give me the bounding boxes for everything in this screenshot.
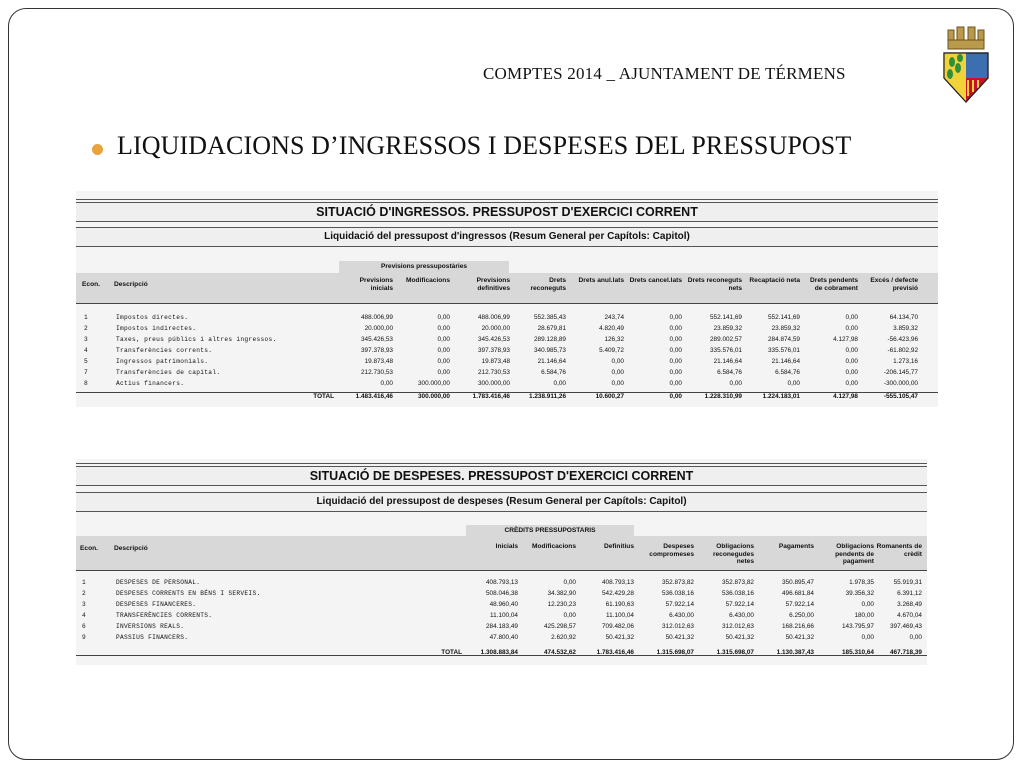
ingressos-cell-value: -300.000,00 bbox=[883, 380, 918, 387]
ingressos-cell-value: 0,00 bbox=[437, 369, 450, 376]
ingressos-cell-value: 0,00 bbox=[787, 380, 800, 387]
ingressos-cell-value: 19.873,48 bbox=[364, 358, 393, 365]
ingressos-cell-value: 21.146,64 bbox=[771, 358, 800, 365]
ingressos-cell-value: 212.730,53 bbox=[361, 369, 393, 376]
despeses-cell-value: 168.216,66 bbox=[782, 623, 814, 630]
ingressos-col-header: Recaptació neta bbox=[749, 277, 800, 284]
despeses-cell-value: 0,00 bbox=[909, 634, 922, 641]
despeses-cell-value: 536.038,16 bbox=[722, 590, 754, 597]
ingressos-total-value: 0,00 bbox=[669, 393, 682, 400]
despeses-cell-econ: 3 bbox=[82, 601, 87, 608]
ingressos-col-header: Drets cancel.lats bbox=[629, 277, 682, 284]
ingressos-cell-value: 0,00 bbox=[845, 380, 858, 387]
section-heading: LIQUIDACIONS D’INGRESSOS I DESPESES DEL PRESSUPOST bbox=[117, 131, 852, 160]
ingressos-cell-value: 488.006,99 bbox=[361, 314, 393, 321]
ingressos-cell-econ: 8 bbox=[84, 380, 89, 387]
ingressos-cell-value: 0,00 bbox=[845, 358, 858, 365]
ingressos-cell-value: 0,00 bbox=[437, 314, 450, 321]
despeses-cell-descripcio: DESPESES FINANCERES. bbox=[116, 601, 197, 608]
despeses-cell-value: 34.382,90 bbox=[547, 590, 576, 597]
despeses-cell-value: 6.430,00 bbox=[729, 612, 754, 619]
ingressos-total-label: TOTAL bbox=[313, 393, 334, 400]
despeses-cell-value: 352.873,82 bbox=[662, 579, 694, 586]
ingressos-cell-value: 23.859,32 bbox=[713, 325, 742, 332]
ingressos-subtitle: Liquidació del pressupost d'ingressos (Resum General per Capítols: Capitol) bbox=[76, 227, 938, 247]
ingressos-total-value: 1.238.911,26 bbox=[529, 393, 566, 400]
despeses-cell-econ: 4 bbox=[82, 612, 87, 619]
despeses-cell-value: 12.230,23 bbox=[547, 601, 576, 608]
despeses-cell-value: 350.895,47 bbox=[782, 579, 814, 586]
despeses-cell-descripcio: DESPESES DE PERSONAL. bbox=[116, 579, 201, 586]
ingressos-cell-value: 0,00 bbox=[380, 380, 393, 387]
despeses-subtitle: Liquidació del pressupost de despeses (Resum General per Capítols: Capitol) bbox=[76, 492, 927, 512]
ingressos-cell-value: 0,00 bbox=[437, 325, 450, 332]
ingressos-cell-descripcio: Impostos directes. bbox=[116, 314, 189, 321]
ingressos-cell-value: 21.146,64 bbox=[537, 358, 566, 365]
despeses-cell-value: 57.922,14 bbox=[665, 601, 694, 608]
despeses-cell-value: 397.469,43 bbox=[890, 623, 922, 630]
despeses-cell-value: 0,00 bbox=[861, 634, 874, 641]
ingressos-col-header: Drets anul.lats bbox=[578, 277, 624, 284]
ingressos-cell-value: 0,00 bbox=[669, 358, 682, 365]
ingressos-cell-value: 0,00 bbox=[611, 358, 624, 365]
despeses-cell-value: 408.793,13 bbox=[602, 579, 634, 586]
ingressos-cell-value: 335.576,01 bbox=[710, 347, 742, 354]
despeses-cell-value: 312.012,63 bbox=[722, 623, 754, 630]
despeses-cell-descripcio: DESPESES CORRENTS EN BÉNS I SERVEIS. bbox=[116, 590, 261, 597]
despeses-cell-value: 57.922,14 bbox=[725, 601, 754, 608]
despeses-cell-value: 6.391,12 bbox=[897, 590, 922, 597]
ingressos-cell-value: 345.426,53 bbox=[361, 336, 393, 343]
ingressos-cell-value: 212.730,53 bbox=[478, 369, 510, 376]
ingressos-col-header: Drets reconeguts nets bbox=[687, 277, 742, 292]
despeses-cell-value: 312.012,63 bbox=[662, 623, 694, 630]
despeses-total-value: 1.315.698,07 bbox=[656, 649, 694, 656]
despeses-cell-value: 48.960,40 bbox=[489, 601, 518, 608]
ingressos-cell-value: 0,00 bbox=[611, 369, 624, 376]
ingressos-cell-value: -56.423,96 bbox=[887, 336, 918, 343]
ingressos-cell-value: -206.145,77 bbox=[883, 369, 918, 376]
ingressos-cell-value: 0,00 bbox=[611, 380, 624, 387]
despeses-cell-value: 50.421,32 bbox=[605, 634, 634, 641]
ingressos-cell-value: 0,00 bbox=[729, 380, 742, 387]
despeses-col-header: Inicials bbox=[495, 543, 518, 550]
ingressos-cell-value: 340.985,73 bbox=[534, 347, 566, 354]
despeses-total-value: 185.310,64 bbox=[842, 649, 874, 656]
ingressos-cell-value: 0,00 bbox=[437, 347, 450, 354]
ingressos-cell-value: 488.006,99 bbox=[478, 314, 510, 321]
ingressos-cell-value: 300.000,00 bbox=[478, 380, 510, 387]
ingressos-cell-value: 0,00 bbox=[437, 336, 450, 343]
despeses-cell-descripcio: PASSIUS FINANCERS. bbox=[116, 634, 189, 641]
ingressos-cell-value: 6.584,76 bbox=[717, 369, 742, 376]
despeses-col-header: Modificacions bbox=[532, 543, 576, 550]
despeses-col-econ: Econ. bbox=[80, 545, 98, 552]
ingressos-cell-value: 19.873,48 bbox=[481, 358, 510, 365]
ingressos-cell-value: 243,74 bbox=[604, 314, 624, 321]
ingressos-col-econ: Econ. bbox=[82, 281, 100, 288]
ingressos-cell-value: 1.273,16 bbox=[893, 358, 918, 365]
despeses-cell-value: 536.038,16 bbox=[662, 590, 694, 597]
ingressos-col-header: Drets reconeguts bbox=[530, 277, 566, 292]
ingressos-total-value: 1.228.310,99 bbox=[704, 393, 742, 400]
despeses-cell-value: 55.919,31 bbox=[893, 579, 922, 586]
ingressos-cell-value: 0,00 bbox=[553, 380, 566, 387]
ingressos-cell-value: 397.378,93 bbox=[361, 347, 393, 354]
despeses-cell-value: 11.100,04 bbox=[490, 612, 518, 619]
despeses-cell-value: 11.100,04 bbox=[606, 612, 634, 619]
ingressos-cell-value: 6.584,76 bbox=[541, 369, 566, 376]
ingressos-cell-descripcio: Transferències de capital. bbox=[116, 369, 221, 376]
despeses-cell-value: 425.298,57 bbox=[544, 623, 576, 630]
ingressos-cell-value: 552.141,69 bbox=[768, 314, 800, 321]
ingressos-cell-econ: 1 bbox=[84, 314, 89, 321]
despeses-cell-econ: 9 bbox=[82, 634, 87, 641]
despeses-total-value: 1.783.416,46 bbox=[596, 649, 634, 656]
ingressos-total-value: 1.483.416,46 bbox=[355, 393, 393, 400]
despeses-cell-value: 1.978,35 bbox=[849, 579, 874, 586]
despeses-cell-econ: 6 bbox=[82, 623, 87, 630]
ingressos-cell-value: 28.679,81 bbox=[537, 325, 566, 332]
ingressos-cell-value: 397.378,93 bbox=[478, 347, 510, 354]
despeses-table-scan bbox=[76, 459, 927, 665]
despeses-cell-value: 709.482,06 bbox=[602, 623, 634, 630]
ingressos-cell-value: 23.859,32 bbox=[771, 325, 800, 332]
despeses-col-header: Obligacions pendents de pagament bbox=[835, 543, 874, 565]
despeses-cell-value: 284.183,49 bbox=[486, 623, 518, 630]
ingressos-cell-value: 126,32 bbox=[604, 336, 624, 343]
ingressos-cell-descripcio: Taxes, preus públics i altres ingressos. bbox=[116, 336, 277, 343]
despeses-total-value: 1.130.387,43 bbox=[776, 649, 814, 656]
despeses-cell-value: 352.873,82 bbox=[722, 579, 754, 586]
despeses-cell-value: 408.793,13 bbox=[486, 579, 518, 586]
despeses-cell-value: 4.670,04 bbox=[897, 612, 922, 619]
ingressos-cell-value: 335.576,01 bbox=[768, 347, 800, 354]
ingressos-cell-econ: 3 bbox=[84, 336, 89, 343]
despeses-cell-value: 6.250,00 bbox=[789, 612, 814, 619]
ingressos-title: SITUACIÓ D'INGRESSOS. PRESSUPOST D'EXERCICI CORRENT bbox=[76, 202, 938, 222]
despeses-total-value: 1.308.883,84 bbox=[480, 649, 518, 656]
ingressos-cell-value: 552.385,43 bbox=[534, 314, 566, 321]
despeses-cell-value: 496.681,84 bbox=[782, 590, 814, 597]
ingressos-cell-value: 0,00 bbox=[669, 314, 682, 321]
ingressos-cell-value: 20.000,00 bbox=[481, 325, 510, 332]
ingressos-cell-value: 0,00 bbox=[669, 369, 682, 376]
ingressos-cell-descripcio: Transferències corrents. bbox=[116, 347, 213, 354]
despeses-cell-value: 143.795,97 bbox=[842, 623, 874, 630]
ingressos-cell-value: 20.000,00 bbox=[364, 325, 393, 332]
ingressos-cell-value: 0,00 bbox=[669, 336, 682, 343]
despeses-group-header: CRÈDITS PRESSUPOSTARIS bbox=[466, 525, 634, 536]
ingressos-group-header: Previsions pressupostàries bbox=[339, 261, 509, 273]
ingressos-cell-value: 0,00 bbox=[845, 347, 858, 354]
despeses-header-band bbox=[76, 536, 927, 570]
ingressos-cell-value: 0,00 bbox=[845, 314, 858, 321]
ingressos-cell-econ: 5 bbox=[84, 358, 89, 365]
ingressos-cell-value: 64.134,70 bbox=[889, 314, 918, 321]
despeses-cell-value: 0,00 bbox=[563, 579, 576, 586]
despeses-cell-econ: 1 bbox=[82, 579, 87, 586]
despeses-col-header: Definitius bbox=[603, 543, 634, 550]
ingressos-cell-value: 289.002,57 bbox=[710, 336, 742, 343]
ingressos-total-value: 1.783.416,46 bbox=[472, 393, 510, 400]
despeses-col-header: Pagaments bbox=[778, 543, 814, 550]
despeses-cell-value: 2.620,92 bbox=[551, 634, 576, 641]
despeses-cell-value: 180,00 bbox=[854, 612, 874, 619]
municipal-crest-icon bbox=[938, 20, 994, 104]
despeses-total-value: 1.315.698,07 bbox=[716, 649, 754, 656]
ingressos-col-header: Drets pendents de cobrament bbox=[810, 277, 858, 292]
ingressos-col-header: Previsions definitives bbox=[476, 277, 510, 292]
despeses-cell-value: 6.430,00 bbox=[669, 612, 694, 619]
ingressos-cell-value: 0,00 bbox=[669, 347, 682, 354]
ingressos-cell-descripcio: Actius financers. bbox=[116, 380, 185, 387]
ingressos-cell-econ: 4 bbox=[84, 347, 89, 354]
despeses-col-descripcio: Descripció bbox=[114, 545, 148, 552]
ingressos-total-value: 1.224.183,01 bbox=[762, 393, 800, 400]
despeses-cell-value: 47.800,40 bbox=[489, 634, 518, 641]
despeses-total-label: TOTAL bbox=[441, 649, 462, 656]
bullet-dot bbox=[92, 144, 103, 155]
ingressos-cell-value: -61.802,92 bbox=[887, 347, 918, 354]
ingressos-cell-value: 0,00 bbox=[845, 369, 858, 376]
ingressos-cell-descripcio: Impostos indirectes. bbox=[116, 325, 197, 332]
ingressos-cell-value: 0,00 bbox=[669, 380, 682, 387]
ingressos-cell-value: 4.127,98 bbox=[833, 336, 858, 343]
ingressos-cell-econ: 2 bbox=[84, 325, 89, 332]
despeses-cell-value: 3.268,49 bbox=[897, 601, 922, 608]
despeses-col-header: Obligacions reconegudes netes bbox=[712, 543, 754, 565]
ingressos-cell-value: 5.409,72 bbox=[599, 347, 624, 354]
ingressos-col-header: Modificacions bbox=[406, 277, 450, 284]
despeses-col-header: Despeses compromeses bbox=[649, 543, 694, 558]
despeses-cell-value: 542.429,28 bbox=[602, 590, 634, 597]
despeses-cell-value: 0,00 bbox=[861, 601, 874, 608]
ingressos-total-value: 10.600,27 bbox=[595, 393, 624, 400]
despeses-cell-value: 50.421,32 bbox=[665, 634, 694, 641]
despeses-cell-descripcio: TRANSFERÈNCIES CORRENTS. bbox=[116, 612, 213, 619]
ingressos-col-descripcio: Descripció bbox=[114, 281, 148, 288]
despeses-cell-value: 0,00 bbox=[563, 612, 576, 619]
despeses-cell-value: 57.922,14 bbox=[785, 601, 814, 608]
ingressos-total-value: -555.105,47 bbox=[883, 393, 918, 400]
ingressos-cell-value: 0,00 bbox=[669, 325, 682, 332]
ingressos-cell-value: 552.141,69 bbox=[710, 314, 742, 321]
despeses-total-value: 467.718,39 bbox=[890, 649, 922, 656]
header-title: COMPTES 2014 _ AJUNTAMENT DE TÉRMENS bbox=[483, 64, 846, 83]
ingressos-cell-value: 345.426,53 bbox=[478, 336, 510, 343]
ingressos-cell-econ: 7 bbox=[84, 369, 89, 376]
despeses-cell-value: 39.356,32 bbox=[845, 590, 874, 597]
ingressos-total-value: 4.127,98 bbox=[833, 393, 858, 400]
ingressos-cell-value: 0,00 bbox=[845, 325, 858, 332]
ingressos-total-value: 300.000,00 bbox=[418, 393, 450, 400]
ingressos-col-header: Previsions inicials bbox=[359, 277, 393, 292]
ingressos-table-scan bbox=[76, 191, 938, 407]
despeses-cell-value: 50.421,32 bbox=[785, 634, 814, 641]
despeses-total-value: 474.532,62 bbox=[544, 649, 576, 656]
ingressos-col-header: Excés / defecte previsió bbox=[870, 277, 918, 292]
despeses-cell-value: 50.421,32 bbox=[725, 634, 754, 641]
ingressos-cell-value: 0,00 bbox=[437, 358, 450, 365]
despeses-cell-econ: 2 bbox=[82, 590, 87, 597]
ingressos-cell-value: 21.146,64 bbox=[713, 358, 742, 365]
despeses-cell-descripcio: INVERSIONS REALS. bbox=[116, 623, 185, 630]
ingressos-cell-descripcio: Ingressos patrimonials. bbox=[116, 358, 209, 365]
despeses-title: SITUACIÓ DE DESPESES. PRESSUPOST D'EXERCICI CORRENT bbox=[76, 466, 927, 486]
despeses-cell-value: 61.190,63 bbox=[605, 601, 634, 608]
ingressos-cell-value: 284.874,59 bbox=[768, 336, 800, 343]
despeses-cell-value: 508.046,38 bbox=[486, 590, 518, 597]
ingressos-cell-value: 289.128,89 bbox=[534, 336, 566, 343]
ingressos-cell-value: 4.820,49 bbox=[599, 325, 624, 332]
ingressos-cell-value: 300.000,00 bbox=[418, 380, 450, 387]
ingressos-cell-value: 3.859,32 bbox=[893, 325, 918, 332]
despeses-col-header: Romanents de crèdit bbox=[876, 543, 922, 558]
ingressos-cell-value: 6.584,76 bbox=[775, 369, 800, 376]
